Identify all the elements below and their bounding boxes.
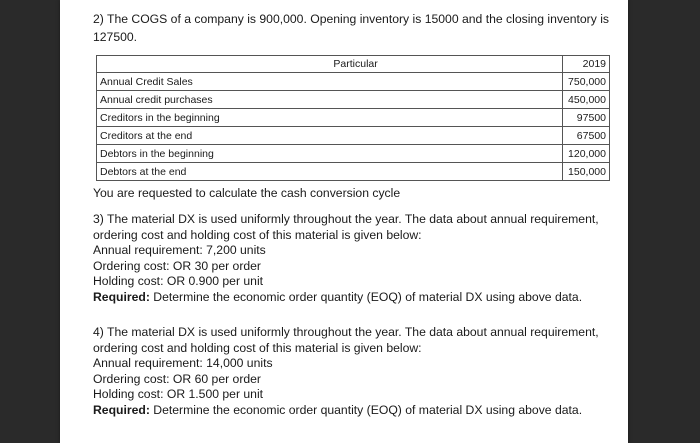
row-value: 97500: [563, 109, 610, 127]
data-table: [96, 55, 610, 181]
question-3: [93, 212, 623, 305]
question-2-request: You are requested to calculate the cash conversion cycle: [93, 186, 401, 200]
row-label: Creditors at the end: [97, 127, 563, 145]
question-4: [93, 325, 623, 418]
header-year: 2019: [563, 56, 610, 73]
row-label: Creditors in the beginning: [97, 109, 563, 127]
question-4-required-label: Required:: [93, 402, 150, 417]
table-header-row: [97, 56, 610, 73]
question-3-required: [93, 290, 623, 306]
row-label: Debtors in the beginning: [97, 145, 563, 163]
question-4-annual-requirement: Annual requirement: 14,000 units: [93, 356, 273, 370]
question-3-ordering-cost: Ordering cost: OR 30 per order: [93, 258, 261, 273]
question-2-text: 2) The COGS of a company is 900,000. Opening inventory is 15000 and the closing inventory is 127500.: [93, 12, 610, 44]
table-row: [97, 163, 610, 181]
row-value: 750,000: [563, 73, 610, 91]
table-row: [97, 127, 610, 145]
row-value: 450,000: [563, 91, 610, 109]
question-4-ordering-cost: Ordering cost: OR 60 per order: [93, 371, 261, 386]
table-row: [97, 73, 610, 91]
question-3-intro: 3) The material DX is used uniformly throughout the year. The data about annual requirement, ordering cost and holding cost of this material is given below:: [93, 212, 599, 242]
table-row: [97, 109, 610, 127]
row-label: Annual Credit Sales: [97, 73, 563, 91]
row-label: Annual credit purchases: [97, 91, 563, 109]
row-value: 120,000: [563, 145, 610, 163]
row-value: 150,000: [563, 163, 610, 181]
row-label: Debtors at the end: [97, 163, 563, 181]
question-3-required-label: Required:: [93, 289, 150, 304]
question-4-intro: 4) The material DX is used uniformly throughout the year. The data about annual requirement, ordering cost and holding cost of this material is given below:: [93, 325, 599, 355]
question-3-required-text: Determine the economic order quantity (EOQ) of material DX using above data.: [149, 289, 583, 304]
question-3-annual-requirement: Annual requirement: 7,200 units: [93, 243, 266, 257]
header-particular: Particular: [149, 56, 562, 73]
question-4-required-text: Determine the economic order quantity (EOQ) of material DX using above data.: [149, 402, 583, 417]
question-3-holding-cost: Holding cost: OR 0.900 per unit: [93, 274, 264, 288]
header-blank-cell: [97, 56, 150, 73]
table-row: [97, 145, 610, 163]
question-4-holding-cost: Holding cost: OR 1.500 per unit: [93, 387, 264, 401]
question-4-required: [93, 403, 623, 419]
row-value: 67500: [563, 127, 610, 145]
table-row: [97, 91, 610, 109]
document-page: [60, 0, 628, 443]
